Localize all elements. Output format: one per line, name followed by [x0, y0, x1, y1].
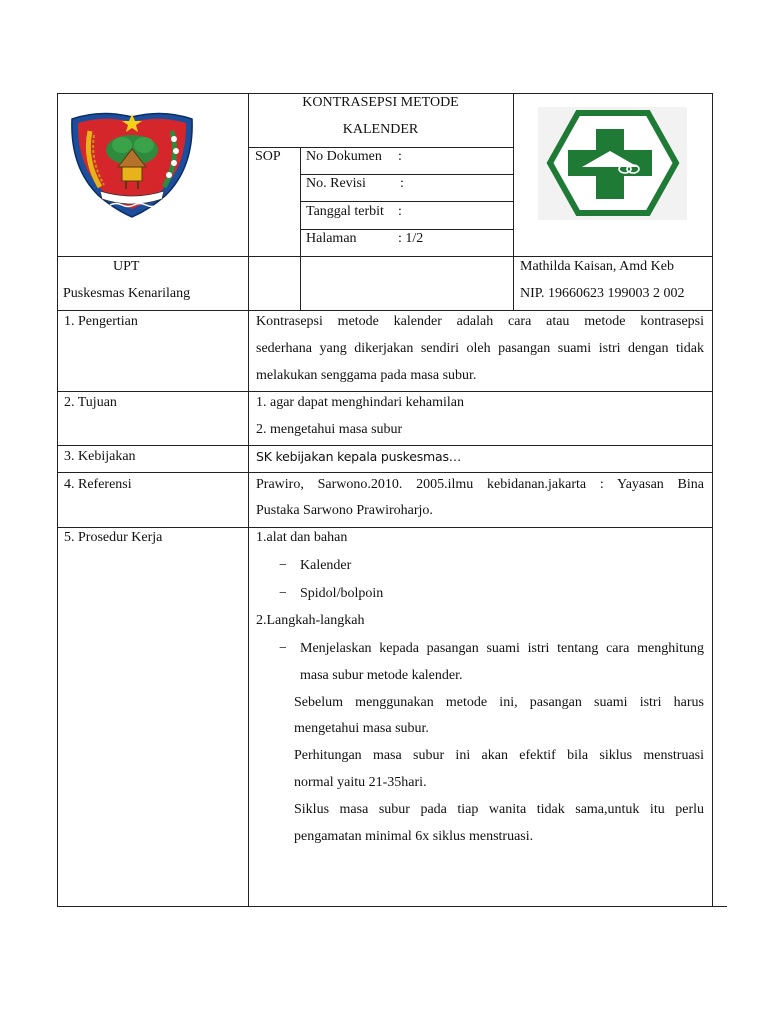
bullet-dash: − — [279, 641, 287, 656]
grid-line — [57, 310, 713, 311]
no-revisi-value: : — [400, 176, 404, 191]
tanggal-terbit-label: Tanggal terbit — [306, 204, 384, 219]
org-name: Puskesmas Kenarilang — [63, 286, 191, 301]
grid-line — [57, 256, 713, 257]
prosedur-paragraph-line: normal yaitu 21-35hari. — [294, 775, 427, 790]
tujuan-item: 2. mengetahui masa subur — [256, 422, 403, 437]
grid-line — [57, 445, 713, 446]
prosedur-paragraph-line: Perhitungan masa subur ini akan efektif bila siklus menstruasi — [294, 748, 704, 763]
bullet-dash: − — [279, 558, 287, 573]
referensi-line: Prawiro, Sarwono.2010. 2005.ilmu kebidanan.jakarta : Yayasan Bina — [256, 477, 704, 492]
referensi-line: Pustaka Sarwono Prawiroharjo. — [256, 503, 433, 518]
halaman-value: : 1/2 — [398, 231, 424, 246]
document-title-line1: KONTRASEPSI METODE — [302, 95, 459, 110]
prosedur-paragraph-line: Sebelum menggunakan metode ini, pasangan suami istri harus — [294, 695, 704, 710]
tanggal-terbit-value: : — [398, 204, 402, 219]
no-dokumen-value: : — [398, 149, 402, 164]
grid-line — [513, 93, 514, 310]
alat-title: 1.alat dan bahan — [256, 530, 348, 545]
table-border-top — [57, 93, 713, 94]
table-border-left — [57, 93, 58, 907]
grid-line — [300, 174, 513, 175]
langkah-step-line: masa subur metode kalender. — [300, 668, 463, 683]
langkah-title: 2.Langkah-langkah — [256, 613, 365, 628]
section-label-prosedur: 5. Prosedur Kerja — [64, 530, 163, 545]
sop-label: SOP — [255, 149, 281, 164]
document-title-line2: KALENDER — [342, 122, 419, 137]
table-border-bottom — [57, 906, 727, 907]
kabupaten-alor-crest-logo — [66, 105, 198, 220]
table-border-right — [712, 93, 713, 907]
grid-line — [248, 147, 513, 148]
grid-line — [57, 527, 713, 528]
grid-line — [57, 391, 713, 392]
halaman-label: Halaman — [306, 231, 357, 246]
org-upt-label: UPT — [113, 259, 140, 274]
alat-item: Spidol/bolpoin — [300, 586, 384, 601]
pengertian-line: melakukan senggama pada masa subur. — [256, 368, 477, 383]
section-label-pengertian: 1. Pengertian — [64, 314, 138, 329]
section-label-kebijakan: 3. Kebijakan — [64, 449, 136, 464]
alat-item: Kalender — [300, 558, 352, 573]
langkah-step-line: Menjelaskan kepada pasangan suami istri tentang cara menghitung — [300, 641, 704, 656]
puskesmas-logo — [538, 107, 687, 220]
grid-line — [300, 229, 513, 230]
prosedur-paragraph-line: mengetahui masa subur. — [294, 721, 429, 736]
grid-line — [300, 201, 513, 202]
tujuan-item: 1. agar dapat menghindari kehamilan — [256, 395, 464, 410]
section-label-tujuan: 2. Tujuan — [64, 395, 117, 410]
section-label-referensi: 4. Referensi — [64, 477, 132, 492]
kebijakan-text: SK kebijakan kepala puskesmas… — [256, 449, 462, 464]
no-dokumen-label: No Dokumen — [306, 149, 382, 164]
prosedur-paragraph-line: Siklus masa subur pada tiap wanita tidak sama,untuk itu perlu — [294, 802, 704, 817]
prosedur-paragraph-line: pengamatan minimal 6x siklus menstruasi. — [294, 829, 534, 844]
grid-line — [57, 472, 713, 473]
signer-name: Mathilda Kaisan, Amd Keb — [520, 259, 674, 274]
no-revisi-label: No. Revisi — [306, 176, 366, 191]
grid-line — [300, 147, 301, 310]
grid-line — [248, 93, 249, 907]
pengertian-line: sederhana yang dikerjakan sendiri oleh pasangan suami istri dengan tidak — [256, 341, 704, 356]
signer-nip: NIP. 19660623 199003 2 002 — [520, 286, 685, 301]
pengertian-line: Kontrasepsi metode kalender adalah cara atau metode kontrasepsi — [256, 314, 704, 329]
bullet-dash: − — [279, 586, 287, 601]
